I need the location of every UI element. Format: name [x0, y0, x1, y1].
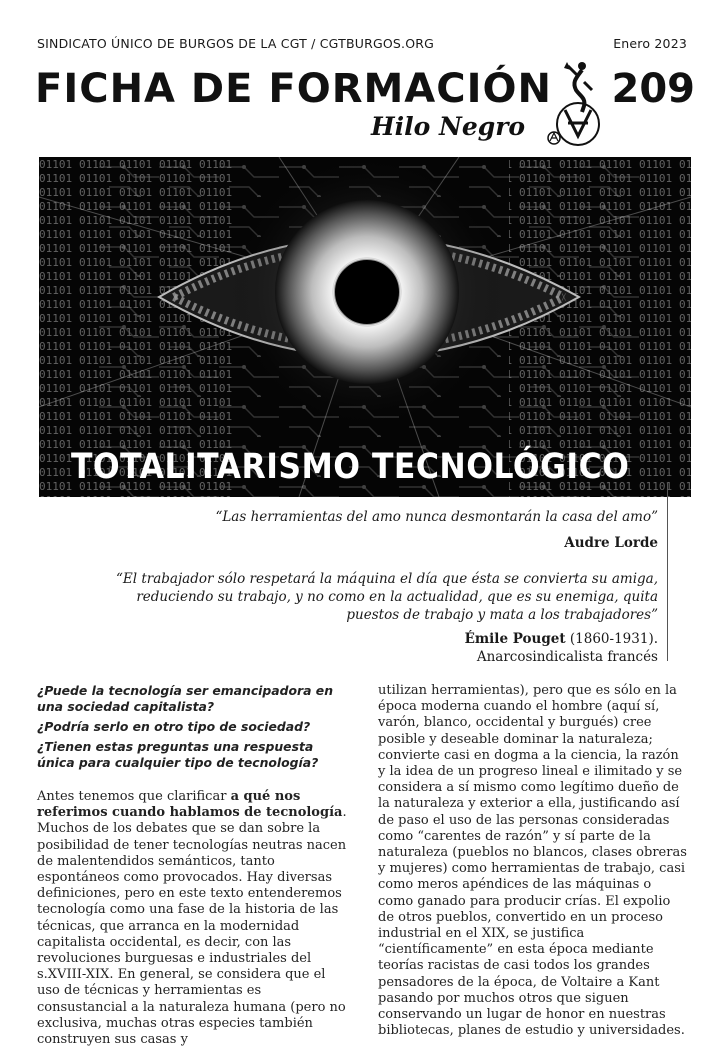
masthead [35, 62, 695, 152]
article-title: TOTALITARISMO TECNOLÓGICO [71, 447, 630, 487]
opening-questions [37, 683, 349, 771]
hero-image [39, 157, 691, 497]
author-name: Émile Pouget [464, 631, 566, 647]
publication-subtitle: Hilo Negro [371, 112, 526, 141]
article-column-left [37, 683, 349, 1048]
p1-start: Antes tenemos que clarificar [37, 789, 231, 804]
publication-title: FICHA DE FORMACIÓN [35, 66, 552, 112]
digital-eye-binary-illustration [39, 157, 691, 497]
quote-author-pouget [98, 630, 658, 648]
quote-lorde: “Las herramientas del amo nunca desmontarán la casa del amo” [215, 509, 658, 525]
p1-emphasis: a qué nos referimos cuando hablamos de tecnología [37, 789, 343, 821]
paragraph-1 [37, 789, 349, 1048]
author-dates: (1860-1931). [565, 631, 658, 647]
quote-pouget: “El trabajador sólo respetará la máquina el día que ésta se convierta su amiga, reduciendo su trabajo, y no como en la actualidad, que es su enemiga, quita puestos de trabajo y mata a los trabajadores” [116, 571, 658, 623]
author-role: Anarcosindicalista francés [476, 649, 658, 665]
article-column-right [378, 683, 690, 1039]
p1-rest: . Muchos de los debates que se dan sobre la posibilidad de tener tecnologías neutras nacen de malentendidos semánticos, tanto espontáneos como provocados. Hay diversas definiciones, pero en este texto entenderemos tecnología como una fase de la historia de las técnicas, que arranca en la modernidad capitalista occidental, es decir, con las revoluciones burguesas e industriales del s.XVIII-XIX. En general, se considera que el uso de técnicas y herramientas es consustancial a la naturaleza humana (pero no exclusiva, muchas otras especies también construyen sus casas y [37, 805, 347, 1048]
quote-divider [667, 483, 668, 661]
quote-author-lorde: Audre Lorde [564, 535, 658, 551]
header-bar [37, 36, 687, 51]
paragraph-2: utilizan herramientas), pero que es sólo en la época moderna cuando el hombre (aquí sí, varón, blanco, occidental y burgués) cree posible y deseable dominar la naturaleza; convierte casi en dogma a la ciencia, la razón y la idea de un progreso lineal e ilimitado y se considera a sí mismo como legítimo dueño de la naturaleza y exterior a ella, justificando así de paso el uso de las personas consideradas como “carentes de razón” y sí parte de la naturaleza (pueblos no blancos, clases obreras y mujeres) como herramientas de trabajo, casi como meros apéndices de las máquinas o como ganado para producir crías. El expolio de otros pueblos, convertido en un proceso industrial en el XIX, se justifica “científicamente” en esta época mediante teorías racistas de casi todos los grandes pensadores de la época, de Voltaire a Kant pasando por muchos otros que siguen conservando un lugar de honor en nuestras bibliotecas, planes de estudio y universidades. [378, 683, 687, 1039]
question-2: ¿Podría serlo en otro tipo de sociedad? [37, 719, 311, 734]
anarchist-figure-logo-icon [538, 60, 610, 150]
issue-date: Enero 2023 [613, 36, 687, 51]
question-1: ¿Puede la tecnología ser emancipadora en una sociedad capitalista? [37, 683, 334, 714]
org-line: SINDICATO ÚNICO DE BURGOS DE LA CGT / CGTBURGOS.ORG [37, 36, 434, 51]
epigraphs [98, 508, 658, 666]
issue-number: 209 [611, 66, 695, 112]
question-3: ¿Tienen estas preguntas una respuesta única para cualquier tipo de tecnología? [37, 739, 319, 770]
